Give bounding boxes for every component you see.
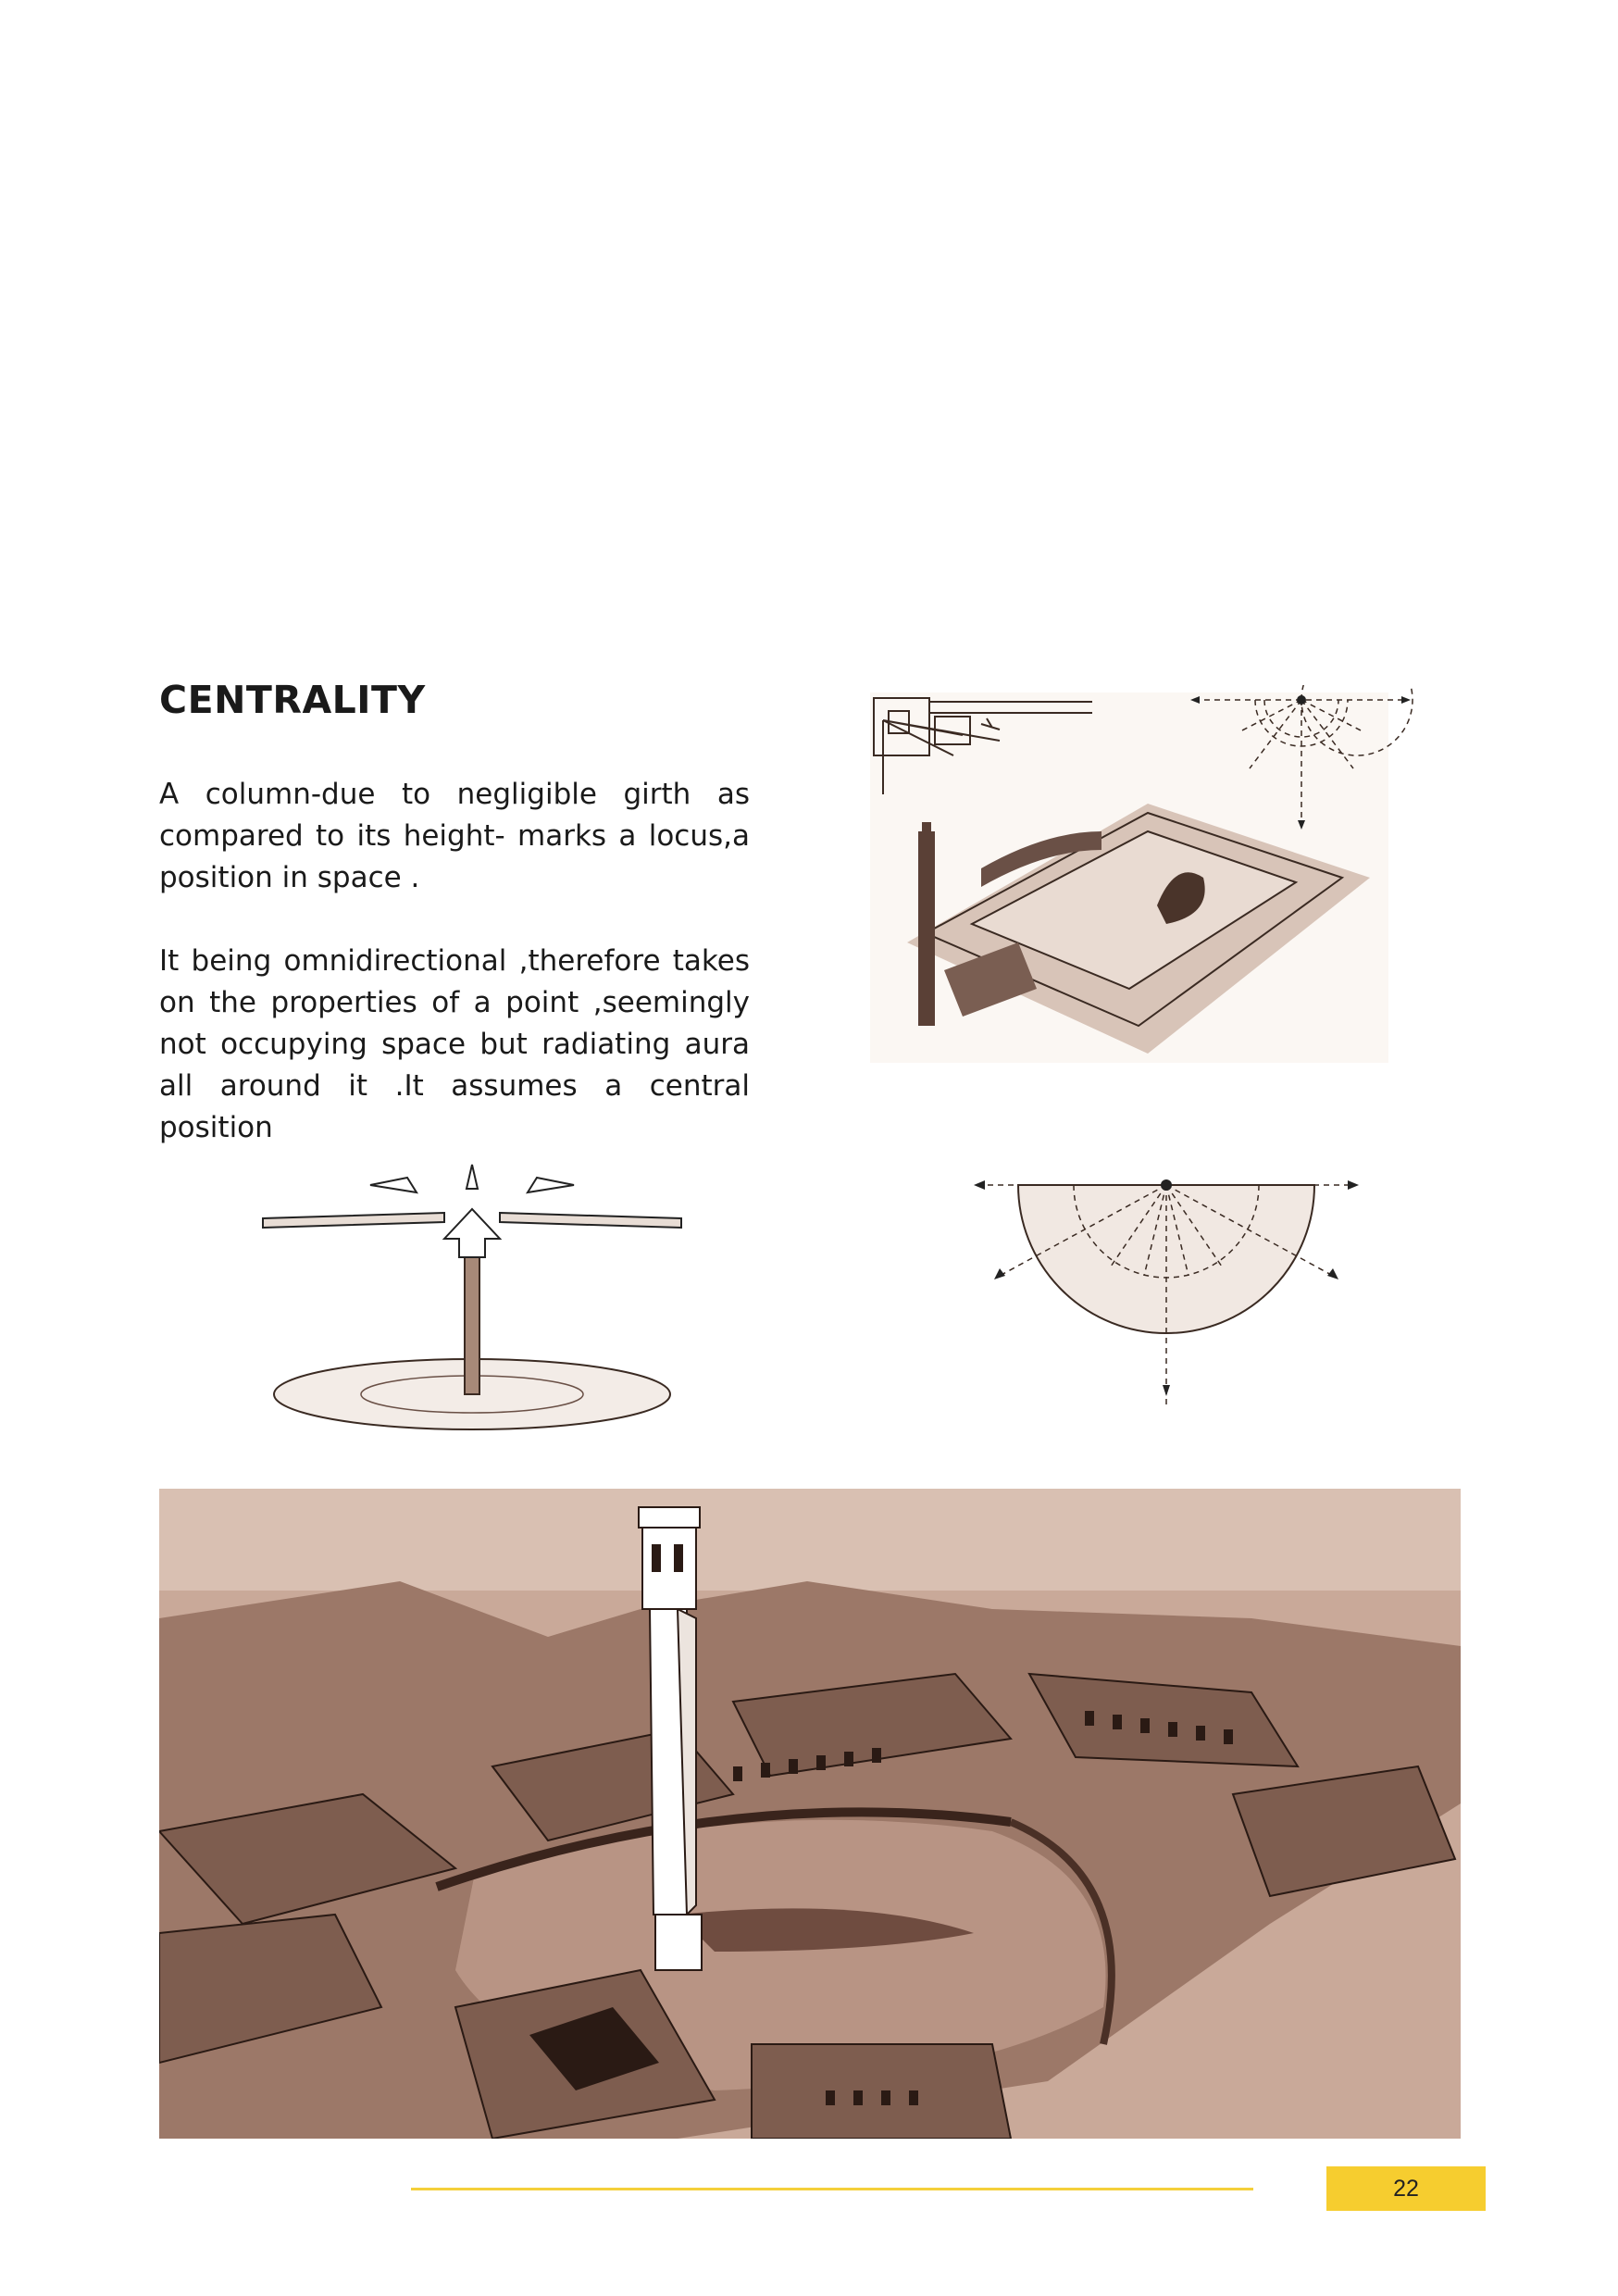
- paragraph-2: It being omnidirectional ,therefore takes on the properties of a point ,seemingly not occupying space but radiating aura all around it .It assumes a central position: [159, 944, 750, 1144]
- piazza-tower-watercolor: [159, 1489, 1461, 2139]
- radiating-point-diagram: [1185, 685, 1416, 833]
- paragraph-1: A column-due to negligible girth as compared to its height- marks a locus,a position in space .: [159, 778, 750, 894]
- page-number: 22: [1326, 2166, 1486, 2211]
- footer-divider: [411, 2188, 1253, 2190]
- column-with-radiating-arrows: [259, 1155, 685, 1433]
- section-title: CENTRALITY: [159, 678, 426, 722]
- half-circle-radiation-diagram: [972, 1174, 1361, 1415]
